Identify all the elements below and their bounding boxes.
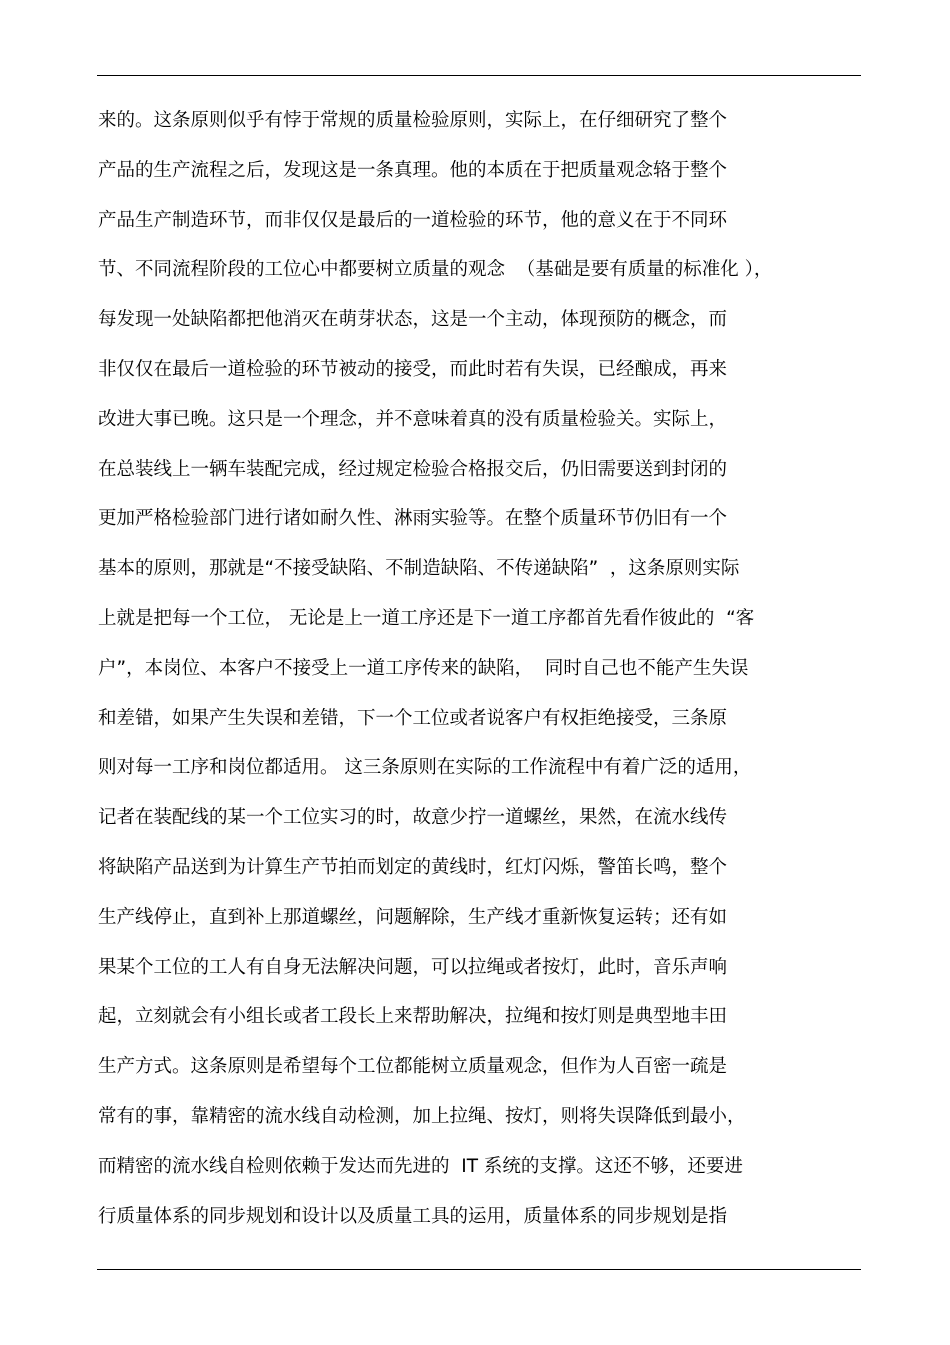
text-line: 改进大事已晚。这只是一个理念，并不意味着真的没有质量检验关。实际上， [98, 408, 728, 430]
text-line: 起，立刻就会有小组长或者工段长上来帮助解决，拉绳和按灯则是典型地丰田 [98, 1006, 728, 1028]
text-line: 户”，本岗位、本客户不接受上一道工序传来的缺陷， 同时自己也不能产生失误 [98, 657, 749, 679]
text-line: 则对每一工序和岗位都适用。 这三条原则在实际的工作流程中有着广泛的适用， [98, 757, 752, 779]
body-text [98, 96, 868, 1241]
footer-rule [97, 1269, 861, 1270]
text-line: 产品的生产流程之后，发现这是一条真理。他的本质在于把质量观念辂于整个 [98, 159, 728, 181]
text-line: 非仅仅在最后一道检验的环节被动的接受，而此时若有失误，已经酿成，再来 [98, 358, 728, 380]
text-line: 更加严格检验部门进行诸如耐久性、淋雨实验等。在整个质量环节仍旧有一个 [98, 508, 728, 530]
text-line: 将缺陷产品送到为计算生产节拍而划定的黄线时，红灯闪烁，警笛长鸣，整个 [98, 856, 728, 878]
text-line: 基本的原则，那就是“不接受缺陷、不制造缺陷、不传递缺陷” ，这条原则实际 [98, 558, 740, 580]
text-line: 和差错，如果产生失误和差错，下一个工位或者说客户有权拒绝接受，三条原 [98, 707, 728, 729]
text-line: 在总装线上一辆车装配完成，经过规定检验合格报交后，仍旧需要送到封闭的 [98, 458, 728, 480]
text-line: 而精密的流水线自检则依赖于发达而先进的 IT 系统的支撑。这还不够，还要进 [98, 1155, 743, 1177]
header-rule [97, 75, 861, 76]
text-line: 常有的事，靠精密的流水线自动检测，加上拉绳、按灯，则将失误降低到最小， [98, 1105, 746, 1127]
text-line: 产品生产制造环节，而非仅仅是最后的一道检验的环节，他的意义在于不同环 [98, 209, 728, 231]
text-line: 每发现一处缺陷都把他消灭在萌芽状态，这是一个主动，体现预防的概念，而 [98, 309, 728, 331]
text-line: 行质量体系的同步规划和设计以及质量工具的运用，质量体系的同步规划是指 [98, 1205, 728, 1227]
text-line: 生产方式。这条原则是希望每个工位都能树立质量观念，但作为人百密一疏是 [98, 1056, 728, 1078]
text-line: 记者在装配线的某一个工位实习的时，故意少拧一道螺丝，果然，在流水线传 [98, 807, 728, 829]
text-line: 生产线停止，直到补上那道螺丝，问题解除，生产线才重新恢复运转；还有如 [98, 906, 728, 928]
text-line: 上就是把每一个工位， 无论是上一道工序还是下一道工序都首先看作彼此的 “客 [98, 607, 755, 629]
text-line: 来的。这条原则似乎有悖于常规的质量检验原则，实际上，在仔细研究了整个 [98, 110, 728, 131]
text-line: 果某个工位的工人有自身无法解决问题，可以拉绳或者按灯，此时，音乐声响 [98, 956, 728, 978]
text-line: 节、不同流程阶段的工位心中都要树立质量的观念 （基础是要有质量的标准化 ）， [98, 259, 773, 281]
